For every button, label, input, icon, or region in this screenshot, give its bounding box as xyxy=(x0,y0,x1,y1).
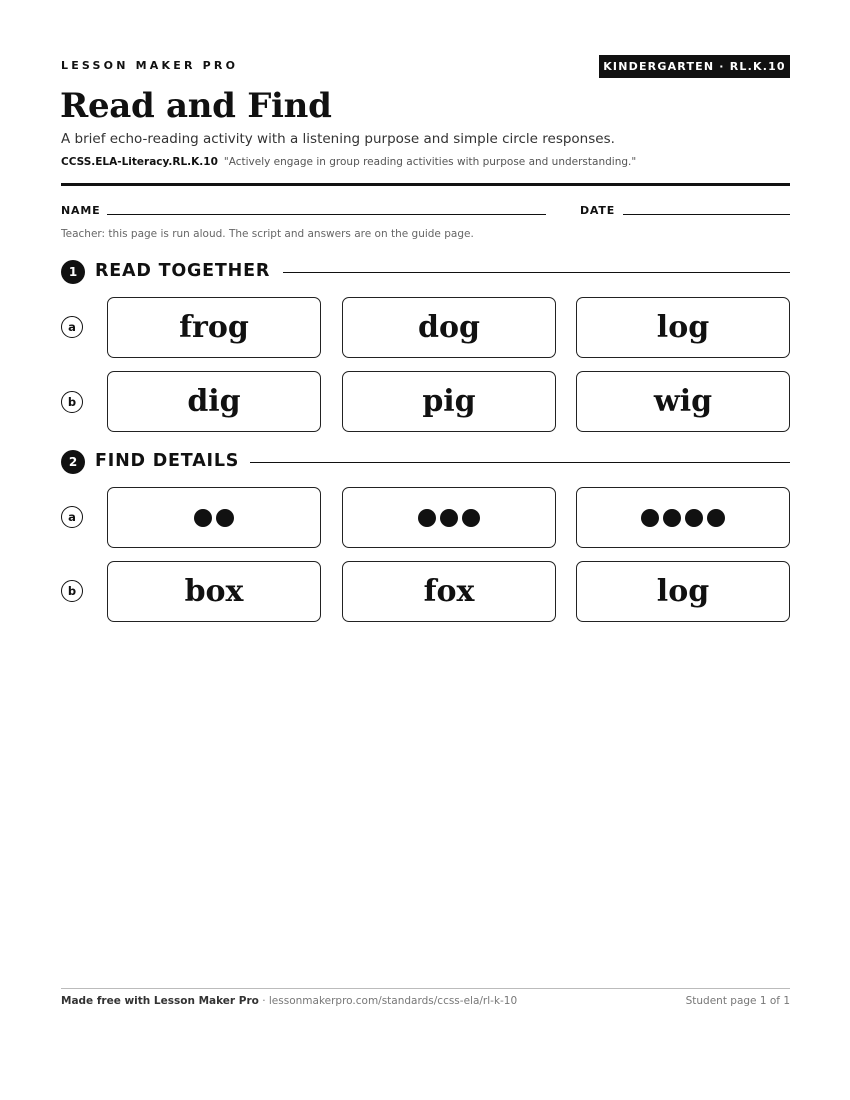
answer-card[interactable] xyxy=(576,371,790,432)
page-number: Student page 1 of 1 xyxy=(685,995,790,1007)
dot-icon xyxy=(418,509,436,527)
card-word: box xyxy=(184,574,244,609)
footer-url[interactable]: · lessonmakerpro.com/standards/ccss-ela/rl-k-10 xyxy=(262,995,518,1007)
section-find-details xyxy=(61,450,790,474)
answer-card[interactable] xyxy=(576,561,790,622)
card-word: frog xyxy=(179,310,249,345)
row-label-b: b xyxy=(61,391,83,413)
row-label-a: a xyxy=(61,506,83,528)
answer-card[interactable] xyxy=(107,487,321,548)
card-word: pig xyxy=(422,384,476,419)
dot-icon xyxy=(216,509,234,527)
dot-icon xyxy=(641,509,659,527)
section-number: 2 xyxy=(61,450,85,474)
standard-text: "Actively engage in group reading activities with purpose and understanding." xyxy=(223,156,637,168)
header-divider xyxy=(61,183,790,186)
name-label: NAME xyxy=(61,204,101,217)
footer-credit xyxy=(61,995,517,1007)
page-subtitle: A brief echo-reading activity with a listening purpose and simple circle responses. xyxy=(61,131,615,147)
card-word: wig xyxy=(653,384,713,419)
card-word: log xyxy=(656,310,710,345)
name-line[interactable] xyxy=(107,214,546,215)
row-label-a: a xyxy=(61,316,83,338)
date-label: DATE xyxy=(580,204,616,217)
dot-icon xyxy=(707,509,725,527)
brand-name: LESSON MAKER PRO xyxy=(61,59,239,72)
dot-group xyxy=(641,509,725,527)
answer-card[interactable] xyxy=(342,371,556,432)
dot-icon xyxy=(462,509,480,527)
answer-card[interactable] xyxy=(107,561,321,622)
section-read-together xyxy=(61,260,790,284)
answer-card[interactable] xyxy=(342,561,556,622)
dot-group xyxy=(418,509,480,527)
answer-card[interactable] xyxy=(342,487,556,548)
dot-icon xyxy=(194,509,212,527)
dot-icon xyxy=(440,509,458,527)
dot-icon xyxy=(685,509,703,527)
answer-card[interactable] xyxy=(576,487,790,548)
card-word: fox xyxy=(423,574,475,609)
grade-badge: KINDERGARTEN · RL.K.10 xyxy=(599,55,790,78)
dot-group xyxy=(194,509,234,527)
section-title: READ TOGETHER xyxy=(95,261,271,281)
answer-card[interactable] xyxy=(342,297,556,358)
date-line[interactable] xyxy=(623,214,790,215)
footer-made-with: Made free with Lesson Maker Pro xyxy=(61,995,259,1007)
footer-divider xyxy=(61,988,790,989)
dot-icon xyxy=(663,509,681,527)
row-label-b: b xyxy=(61,580,83,602)
standard-code: CCSS.ELA-Literacy.RL.K.10 xyxy=(61,156,218,168)
section-rule xyxy=(283,272,790,273)
answer-card[interactable] xyxy=(576,297,790,358)
section-title: FIND DETAILS xyxy=(95,451,240,471)
card-word: log xyxy=(656,574,710,609)
card-word: dog xyxy=(418,310,480,345)
page-title: Read and Find xyxy=(60,86,332,126)
card-word: dig xyxy=(187,384,241,419)
answer-card[interactable] xyxy=(107,297,321,358)
answer-card[interactable] xyxy=(107,371,321,432)
standard-reference xyxy=(61,156,636,168)
section-rule xyxy=(250,462,790,463)
section-number: 1 xyxy=(61,260,85,284)
teacher-note: Teacher: this page is run aloud. The script and answers are on the guide page. xyxy=(61,228,474,240)
